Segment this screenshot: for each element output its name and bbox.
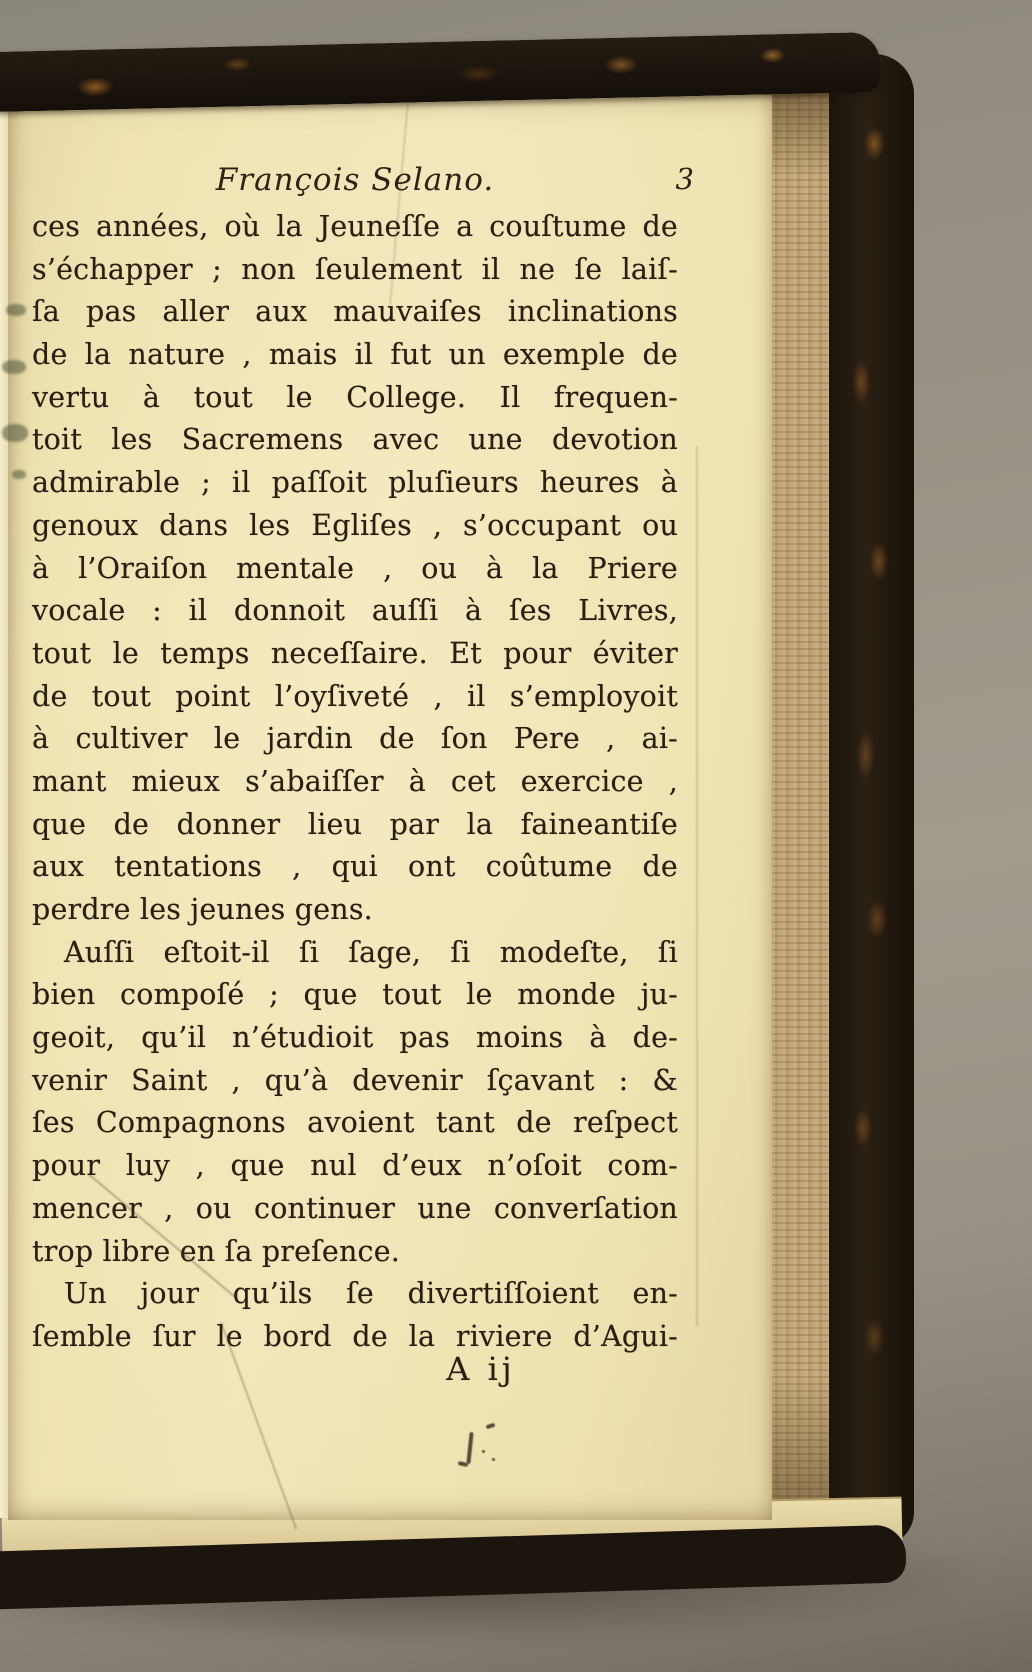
page-text xyxy=(32,206,678,1359)
text-line: mant mieux s’abaiſſer à cet exercice , xyxy=(32,764,678,798)
ink-smudge xyxy=(452,1422,522,1486)
ink-mark xyxy=(482,1450,485,1453)
page-crease xyxy=(696,446,698,1326)
ink-mark xyxy=(486,1423,496,1430)
margin-smudge xyxy=(2,360,26,374)
ink-mark xyxy=(466,1432,473,1464)
page-header xyxy=(32,162,694,208)
text-line: Auſſi eſtoit-il ſi ſage, ſi modeſte, ſi xyxy=(64,935,678,969)
ink-mark xyxy=(492,1458,495,1461)
margin-smudge xyxy=(6,304,26,316)
ink-mark xyxy=(458,1461,469,1467)
text-line: vertu à tout le College. Il frequen- xyxy=(32,380,678,414)
running-title: François Selano. xyxy=(215,162,495,198)
signature-mark: A ij xyxy=(446,1350,516,1388)
text-line: vocale : il donnoit auſſi à ſes Livres, xyxy=(32,594,678,628)
text-line: bien compoſé ; que tout le monde ju- xyxy=(32,978,678,1012)
page-number: 3 xyxy=(675,162,694,196)
text-line: aux tentations , qui ont coûtume de xyxy=(32,850,678,884)
text-line: s’échapper ; non ſeulement il ne ſe laiſ- xyxy=(32,252,678,286)
text-line: perdre les jeunes gens. xyxy=(32,893,373,926)
text-line: Un jour qu’ils ſe divertiſſoient en- xyxy=(64,1277,678,1311)
margin-smudge xyxy=(2,424,28,442)
text-line: de la nature , mais il fut un exemple de xyxy=(32,338,678,372)
text-line: tout le temps neceſſaire. Et pour éviter xyxy=(32,636,678,670)
text-line: ſa pas aller aux mauvaiſes inclinations xyxy=(32,295,678,329)
text-line: de tout point l’oyſiveté , il s’employoit xyxy=(32,679,678,713)
text-line: pour luy , que nul d’eux n’oſoit com- xyxy=(32,1149,678,1183)
text-line: admirable ; il paſſoit pluſieurs heures à xyxy=(32,466,678,500)
text-line: trop libre en ſa preſence. xyxy=(32,1234,401,1268)
book-page xyxy=(8,86,772,1520)
text-line: genoux dans les Egliſes , s’occupant ou xyxy=(32,508,678,542)
text-line: toit les Sacremens avec une devotion xyxy=(32,423,678,457)
margin-smudge xyxy=(12,470,26,479)
text-line: ſes Compagnons avoient tant de reſpect xyxy=(32,1106,678,1140)
book-cover-right-edge xyxy=(826,54,914,1546)
text-line: ces années, où la Jeuneſſe a couſtume de xyxy=(32,210,678,243)
page-fore-edge xyxy=(770,90,829,1518)
text-line: ſemble ſur le bord de la riviere d’Agui- xyxy=(32,1319,678,1353)
text-line: que de donner lieu par la faineantiſe xyxy=(32,807,678,841)
text-line: geoit, qu’il n’étudioit pas moins à de- xyxy=(32,1021,678,1055)
text-line: à l’Oraiſon mentale , ou à la Priere xyxy=(32,551,678,585)
text-line: venir Saint , qu’à devenir ſçavant : & xyxy=(32,1063,678,1097)
text-line: à cultiver le jardin de ſon Pere , ai- xyxy=(32,722,678,756)
text-line: mencer , ou continuer une converſation xyxy=(32,1191,678,1225)
